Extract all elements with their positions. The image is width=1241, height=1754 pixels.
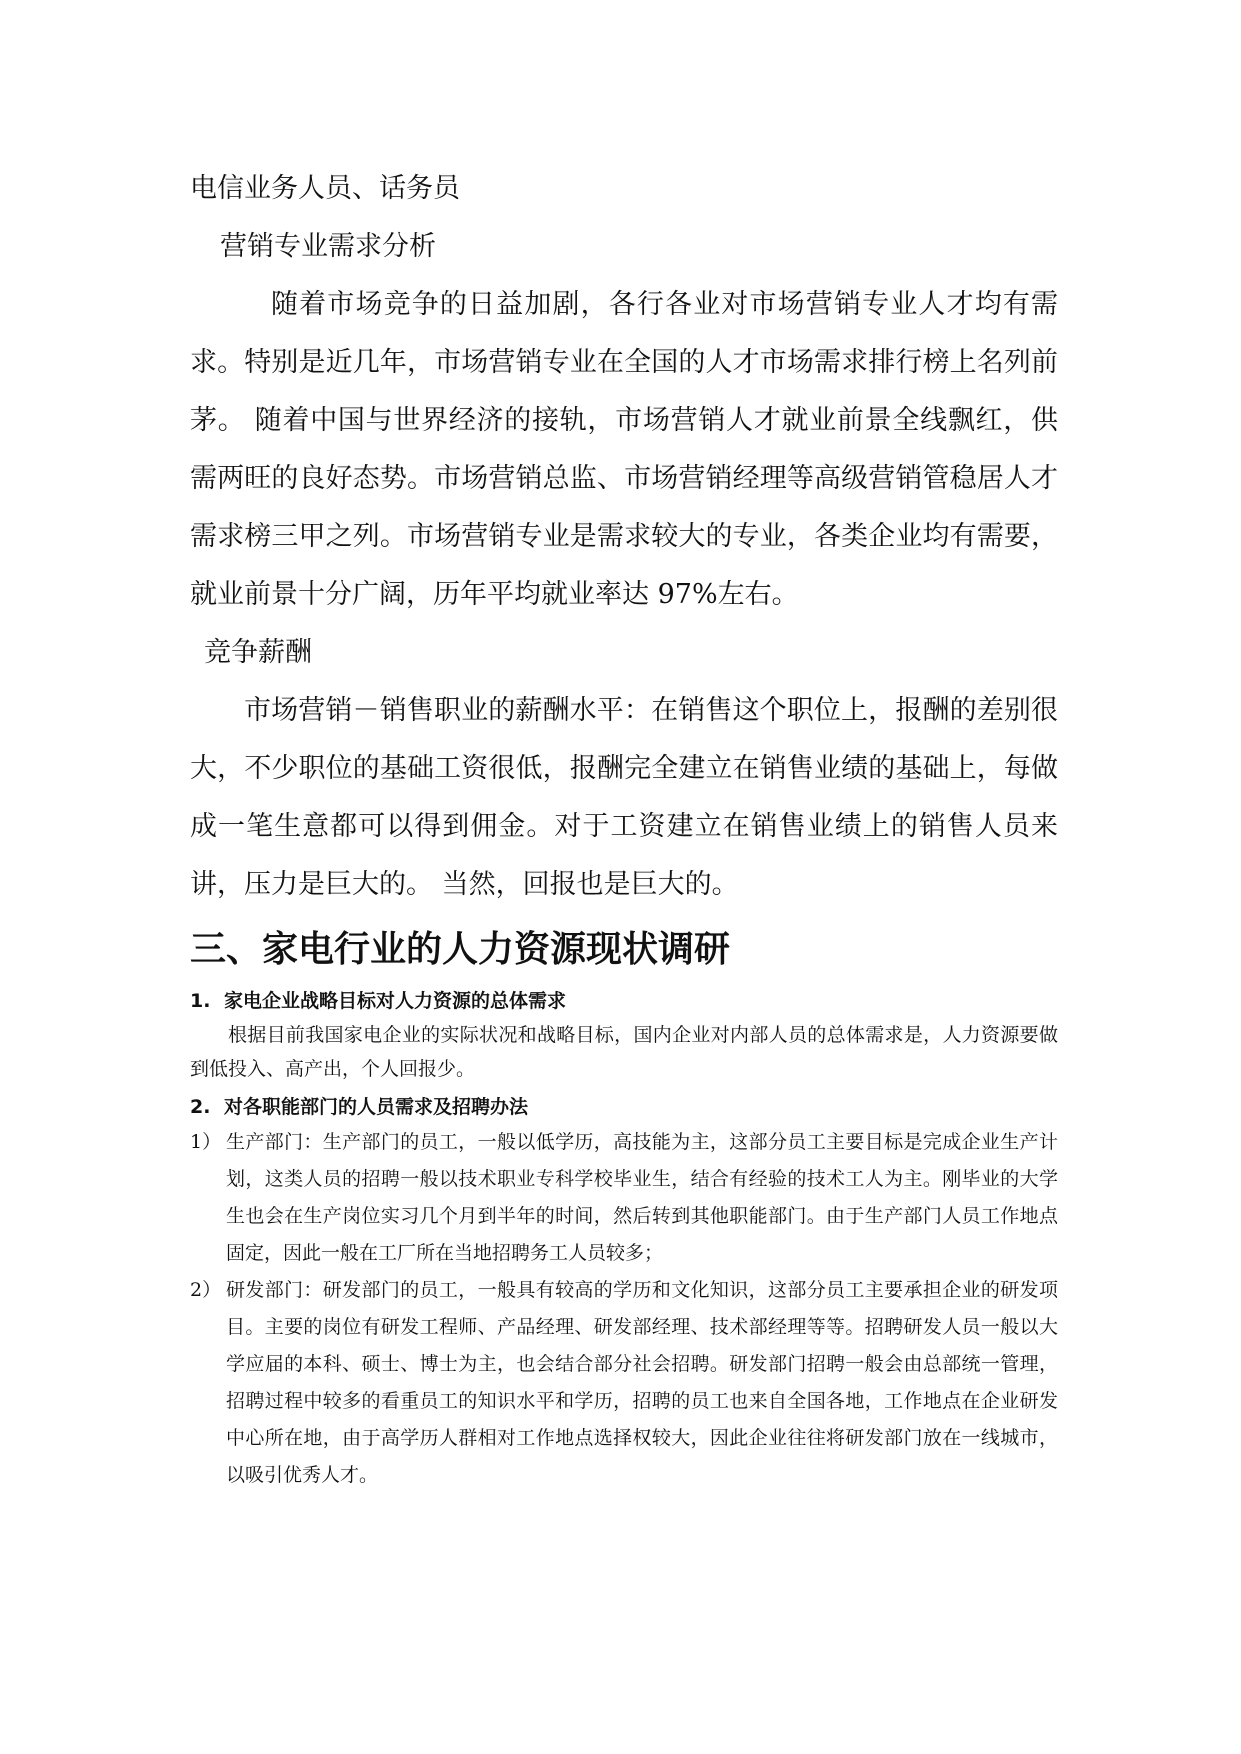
- paragraph-overall-demand: 根据目前我国家电企业的实际状况和战略目标，国内企业对内部人员的总体需求是，人力资源要做到低投入、高产出，个人回报少。: [190, 1024, 1058, 1080]
- subheading-2: [190, 1090, 1058, 1124]
- heading-marketing-demand: 营销专业需求分析: [220, 231, 436, 262]
- list-item-text: 研发部门：研发部门的员工，一般具有较高的学历和文化知识，这部分员工主要承担企业的研发项目。主要的岗位有研发工程师、产品经理、研发部经理、技术部经理等等。招聘研发人员一般以大学应届的本科、硕士、博士为主，也会结合部分社会招聘。研发部门招聘一般会由总部统一管理，招聘过程中较多的看重员工的知识水平和学历，招聘的员工也来自全国各地，工作地点在企业研发中心所在地，由于高学历人群相对工作地点选择权较大，因此企业往往将研发部门放在一线城市，以吸引优秀人才。: [226, 1279, 1058, 1486]
- subheading-2-text: 对各职能部门的人员需求及招聘办法: [224, 1096, 529, 1118]
- list-marker: 2）: [190, 1279, 222, 1301]
- list-item-rnd: [190, 1272, 1058, 1494]
- chapter-title: 三、家电行业的人力资源现状调研: [190, 929, 731, 970]
- paragraph-salary: 市场营销－销售职业的薪酬水平：在销售这个职位上，报酬的差别很大，不少职位的基础工资很低，报酬完全建立在销售业绩的基础上，每做成一笔生意都可以得到佣金。对于工资建立在销售业绩上的销售人员来讲，压力是巨大的。 当然，回报也是巨大的。: [190, 695, 1058, 900]
- job-title-line: 电信业务人员、话务员: [190, 173, 460, 204]
- list-item-text: 生产部门：生产部门的员工，一般以低学历，高技能为主，这部分员工主要目标是完成企业生产计划，这类人员的招聘一般以技术职业专科学校毕业生，结合有经验的技术工人为主。刚毕业的大学生也会在生产岗位实习几个月到半年的时间，然后转到其他职能部门。由于生产部门人员工作地点固定，因此一般在工厂所在当地招聘务工人员较多；: [226, 1131, 1058, 1264]
- list-marker: 1）: [190, 1131, 222, 1153]
- subheading-1-number: 1.: [190, 990, 211, 1012]
- subheading-2-number: 2.: [190, 1096, 211, 1118]
- paragraph-marketing-demand: 随着市场竞争的日益加剧，各行各业对市场营销专业人才均有需求。特别是近几年，市场营销专业在全国的人才市场需求排行榜上名列前茅。 随着中国与世界经济的接轨，市场营销人才就业前景全线飘红，供需两旺的良好态势。市场营销总监、市场营销经理等高级营销管稳居人才需求榜三甲之列。市场营销专业是需求较大的专业，各类企业均有需要，就业前景十分广阔，历年平均就业率达 97%左右。: [190, 289, 1058, 610]
- subheading-1: [190, 984, 1058, 1018]
- subheading-1-text: 家电企业战略目标对人力资源的总体需求: [224, 990, 567, 1012]
- list-item-production: [190, 1124, 1058, 1272]
- document-page: [190, 160, 1058, 1494]
- heading-salary: 竞争薪酬: [204, 637, 312, 668]
